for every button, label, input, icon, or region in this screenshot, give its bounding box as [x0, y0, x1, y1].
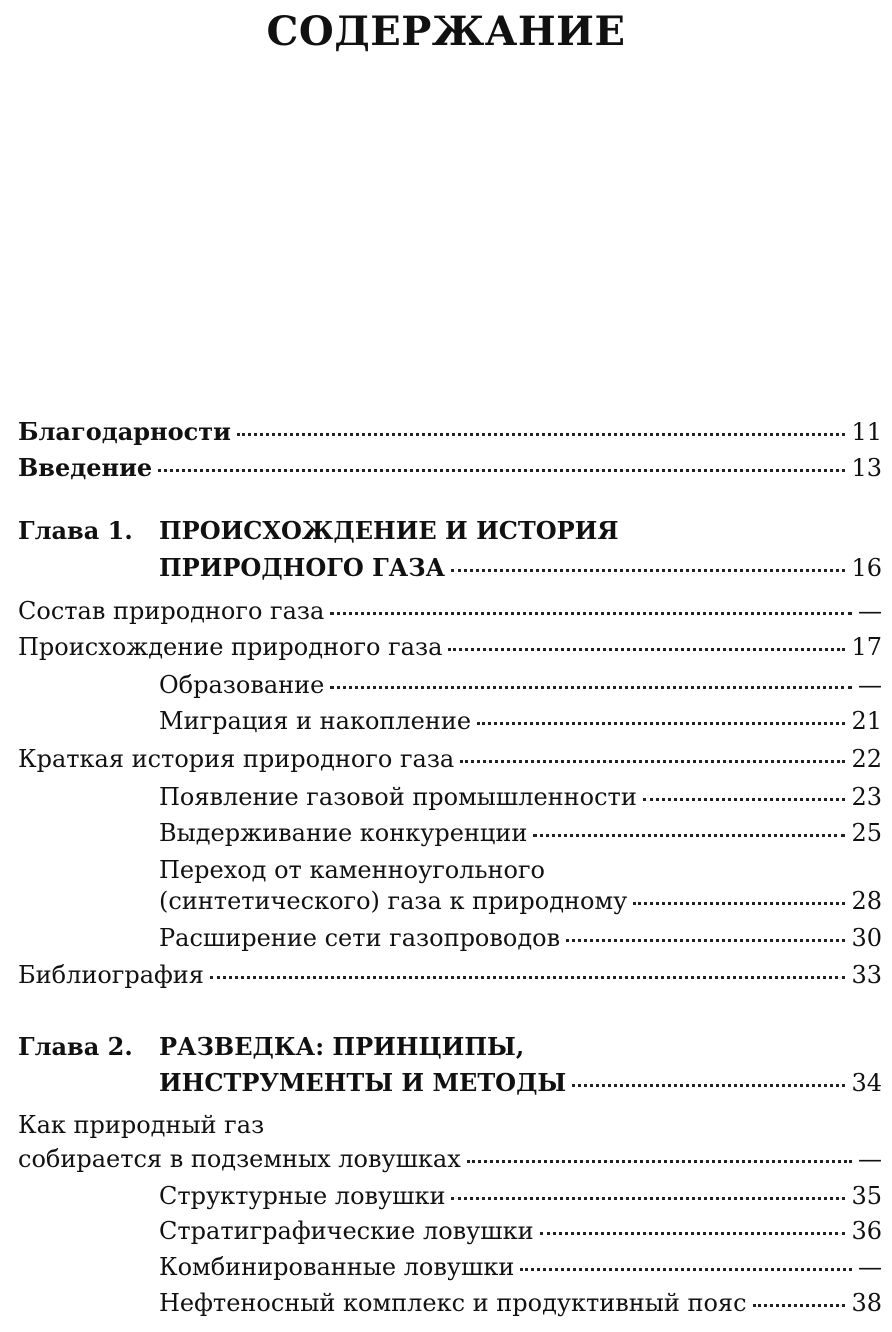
entry-page: 13 — [851, 454, 882, 482]
toc-entry[interactable] — [18, 596, 882, 626]
entry-text: Введение — [18, 453, 153, 482]
entry-page: 34 — [851, 1069, 882, 1097]
leader-dots — [753, 1304, 846, 1307]
leader-dots — [566, 939, 845, 942]
leader-dots — [460, 760, 845, 763]
entry-text: Состав природного газа — [18, 597, 325, 625]
entry-text: Миграция и накопление — [159, 707, 472, 735]
toc-chapter-1[interactable] — [159, 553, 882, 583]
leader-dots — [540, 1232, 846, 1235]
toc-subentry[interactable] — [159, 818, 882, 848]
leader-dots — [237, 433, 846, 436]
entry-page: 25 — [851, 819, 882, 847]
entry-page: — — [858, 671, 882, 699]
leader-dots — [467, 1160, 852, 1163]
leader-dots — [533, 834, 845, 837]
toc-chapter-2[interactable] — [159, 1068, 882, 1098]
chapter-label: Глава 2. — [18, 1032, 133, 1061]
leader-dots — [572, 1084, 845, 1087]
entry-text: Расширение сети газопроводов — [159, 924, 561, 952]
entry-page: 35 — [851, 1182, 882, 1210]
entry-page: 36 — [851, 1217, 882, 1245]
toc-entry[interactable] — [18, 960, 882, 990]
chapter-title: ИНСТРУМЕНТЫ И МЕТОДЫ — [159, 1068, 567, 1097]
entry-text: Выдерживание конкуренции — [159, 819, 528, 847]
entry-page: 17 — [851, 633, 882, 661]
chapter-title: ПРИРОДНОГО ГАЗА — [159, 553, 446, 582]
toc-entry[interactable] — [18, 744, 882, 774]
entry-text: Нефтеносный комплекс и продуктивный пояс — [159, 1289, 747, 1317]
toc-subentry[interactable] — [159, 1252, 882, 1282]
leader-dots — [448, 648, 845, 651]
entry-page: 16 — [851, 554, 882, 582]
entry-text: Происхождение природного газа — [18, 633, 443, 661]
toc-subentry[interactable] — [159, 706, 882, 736]
leader-dots — [158, 469, 845, 472]
entry-text: Комбинированные ловушки — [159, 1253, 515, 1281]
toc-subentry[interactable] — [159, 923, 882, 953]
entry-text: Стратиграфические ловушки — [159, 1217, 534, 1245]
toc-entry[interactable] — [18, 1144, 882, 1174]
leader-dots — [330, 612, 852, 615]
entry-text: (синтетического) газа к природному — [159, 887, 628, 915]
entry-page: — — [858, 597, 882, 625]
entry-text: Благодарности — [18, 417, 231, 446]
entry-page: 38 — [851, 1289, 882, 1317]
entry-page: 22 — [851, 745, 882, 773]
entry-page: 30 — [851, 924, 882, 952]
entry-text: Появление газовой промышленности — [159, 783, 637, 811]
entry-page: 33 — [851, 961, 882, 989]
leader-dots — [210, 976, 846, 979]
toc-entry-acknowledgements[interactable] — [18, 417, 882, 447]
leader-dots — [451, 1197, 845, 1200]
entry-page: — — [858, 1145, 882, 1173]
leader-dots — [633, 902, 845, 905]
toc-subentry[interactable] — [159, 1288, 882, 1318]
entry-page: 28 — [851, 887, 882, 915]
entry-text: Краткая история природного газа — [18, 745, 455, 773]
leader-dots — [520, 1268, 852, 1271]
toc-subentry[interactable] — [159, 782, 882, 812]
entry-text: собирается в подземных ловушках — [18, 1145, 461, 1173]
toc-entry-introduction[interactable] — [18, 453, 882, 483]
entry-page: 23 — [851, 783, 882, 811]
chapter-title: ПРОИСХОЖДЕНИЕ И ИСТОРИЯ — [159, 516, 619, 545]
toc-entry[interactable] — [18, 632, 882, 662]
toc-subentry[interactable] — [159, 1181, 882, 1211]
entry-page: — — [858, 1253, 882, 1281]
leader-dots — [477, 722, 845, 725]
leader-dots — [451, 569, 845, 572]
chapter-label: Глава 1. — [18, 516, 133, 545]
chapter-title: РАЗВЕДКА: ПРИНЦИПЫ, — [159, 1032, 525, 1061]
entry-text: Структурные ловушки — [159, 1182, 446, 1210]
toc-subentry[interactable] — [159, 1216, 882, 1246]
leader-dots — [643, 798, 846, 801]
entry-text: Переход от каменноугольного — [159, 856, 545, 884]
entry-page: 21 — [851, 707, 882, 735]
leader-dots — [330, 686, 852, 689]
entry-text: Как природный газ — [18, 1111, 265, 1139]
entry-text: Образование — [159, 671, 325, 699]
toc-subentry[interactable] — [159, 670, 882, 700]
page-title: СОДЕРЖАНИЕ — [266, 8, 626, 55]
toc-subentry[interactable] — [159, 886, 882, 916]
entry-text: Библиография — [18, 961, 204, 989]
entry-page: 11 — [851, 418, 882, 446]
